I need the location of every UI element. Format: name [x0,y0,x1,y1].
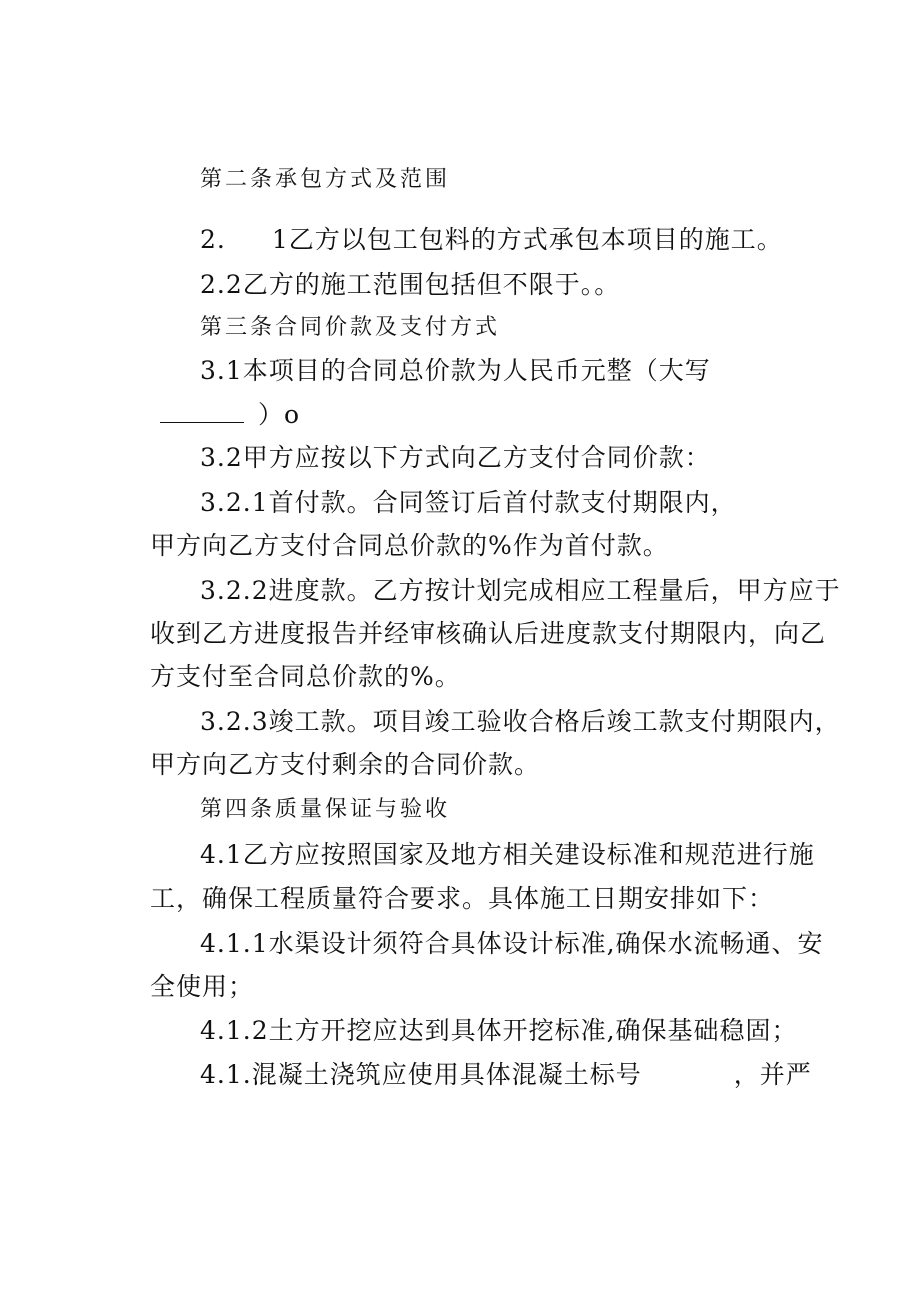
article-4-heading: 第四条质量保证与验收 [200,797,451,822]
clause-3-1: 3.1本项目的合同总价款为人民币元整（大写 [200,356,711,385]
clause-4-1-1-line-2: 全使用； [150,972,255,1001]
clause-2-2: 2.2乙方的施工范围包括但不限于。。 [200,270,621,299]
clause-3-2: 3.2甲方应按以下方式向乙方支付合同价款： [200,443,711,472]
clause-3-1-end: ）o [258,400,301,429]
clause-4-1-2: 4.1.2土方开挖应达到具体开挖标准,确保基础稳固； [200,1016,798,1045]
clause-4-1-line-1: 4.1乙方应按照国家及地方相关建设标准和规范进行施 [200,840,815,869]
clause-2-1 [200,225,783,255]
clause-3-2-2-line-2: 收到乙方进度报告并经审核确认后进度款支付期限内，向乙 [150,619,827,648]
clause-4-1-3 [200,1060,812,1090]
clause-3-1-continued [160,400,300,430]
clause-2-1-number: 2. [200,225,226,254]
clause-3-2-3-line-2: 甲方向乙方支付剩余的合同价款。 [150,750,541,779]
clause-4-1-1-line-1: 4.1.1水渠设计须符合具体设计标准,确保水流畅通、安 [200,929,824,958]
amount-blank [160,404,244,423]
clause-3-2-1-line-1: 3.2.1首付款。合同签订后首付款支付期限内， [200,488,737,517]
article-3-heading: 第三条合同价款及支付方式 [200,315,501,340]
clause-4-1-3-text: 4.1.混凝土浇筑应使用具体混凝土标号 [200,1060,642,1089]
clause-4-1-line-2: 工，确保工程质量符合要求。具体施工日期安排如下： [150,884,775,913]
clause-3-2-3-line-1: 3.2.3竣工款。项目竣工验收合格后竣工款支付期限内， [200,707,841,736]
clause-4-1-3-end: ，并严 [733,1060,812,1089]
clause-2-1-text: 1乙方以包工包料的方式承包本项目的施工。 [271,225,783,254]
clause-3-2-2-line-3: 方支付至合同总价款的%。 [150,662,461,691]
article-2-heading: 第二条承包方式及范围 [200,167,451,192]
clause-3-2-2-line-1: 3.2.2进度款。乙方按计划完成相应工程量后，甲方应于 [200,576,841,605]
clause-3-2-1-line-2: 甲方向乙方支付合同总价款的%作为首付款。 [150,531,669,560]
